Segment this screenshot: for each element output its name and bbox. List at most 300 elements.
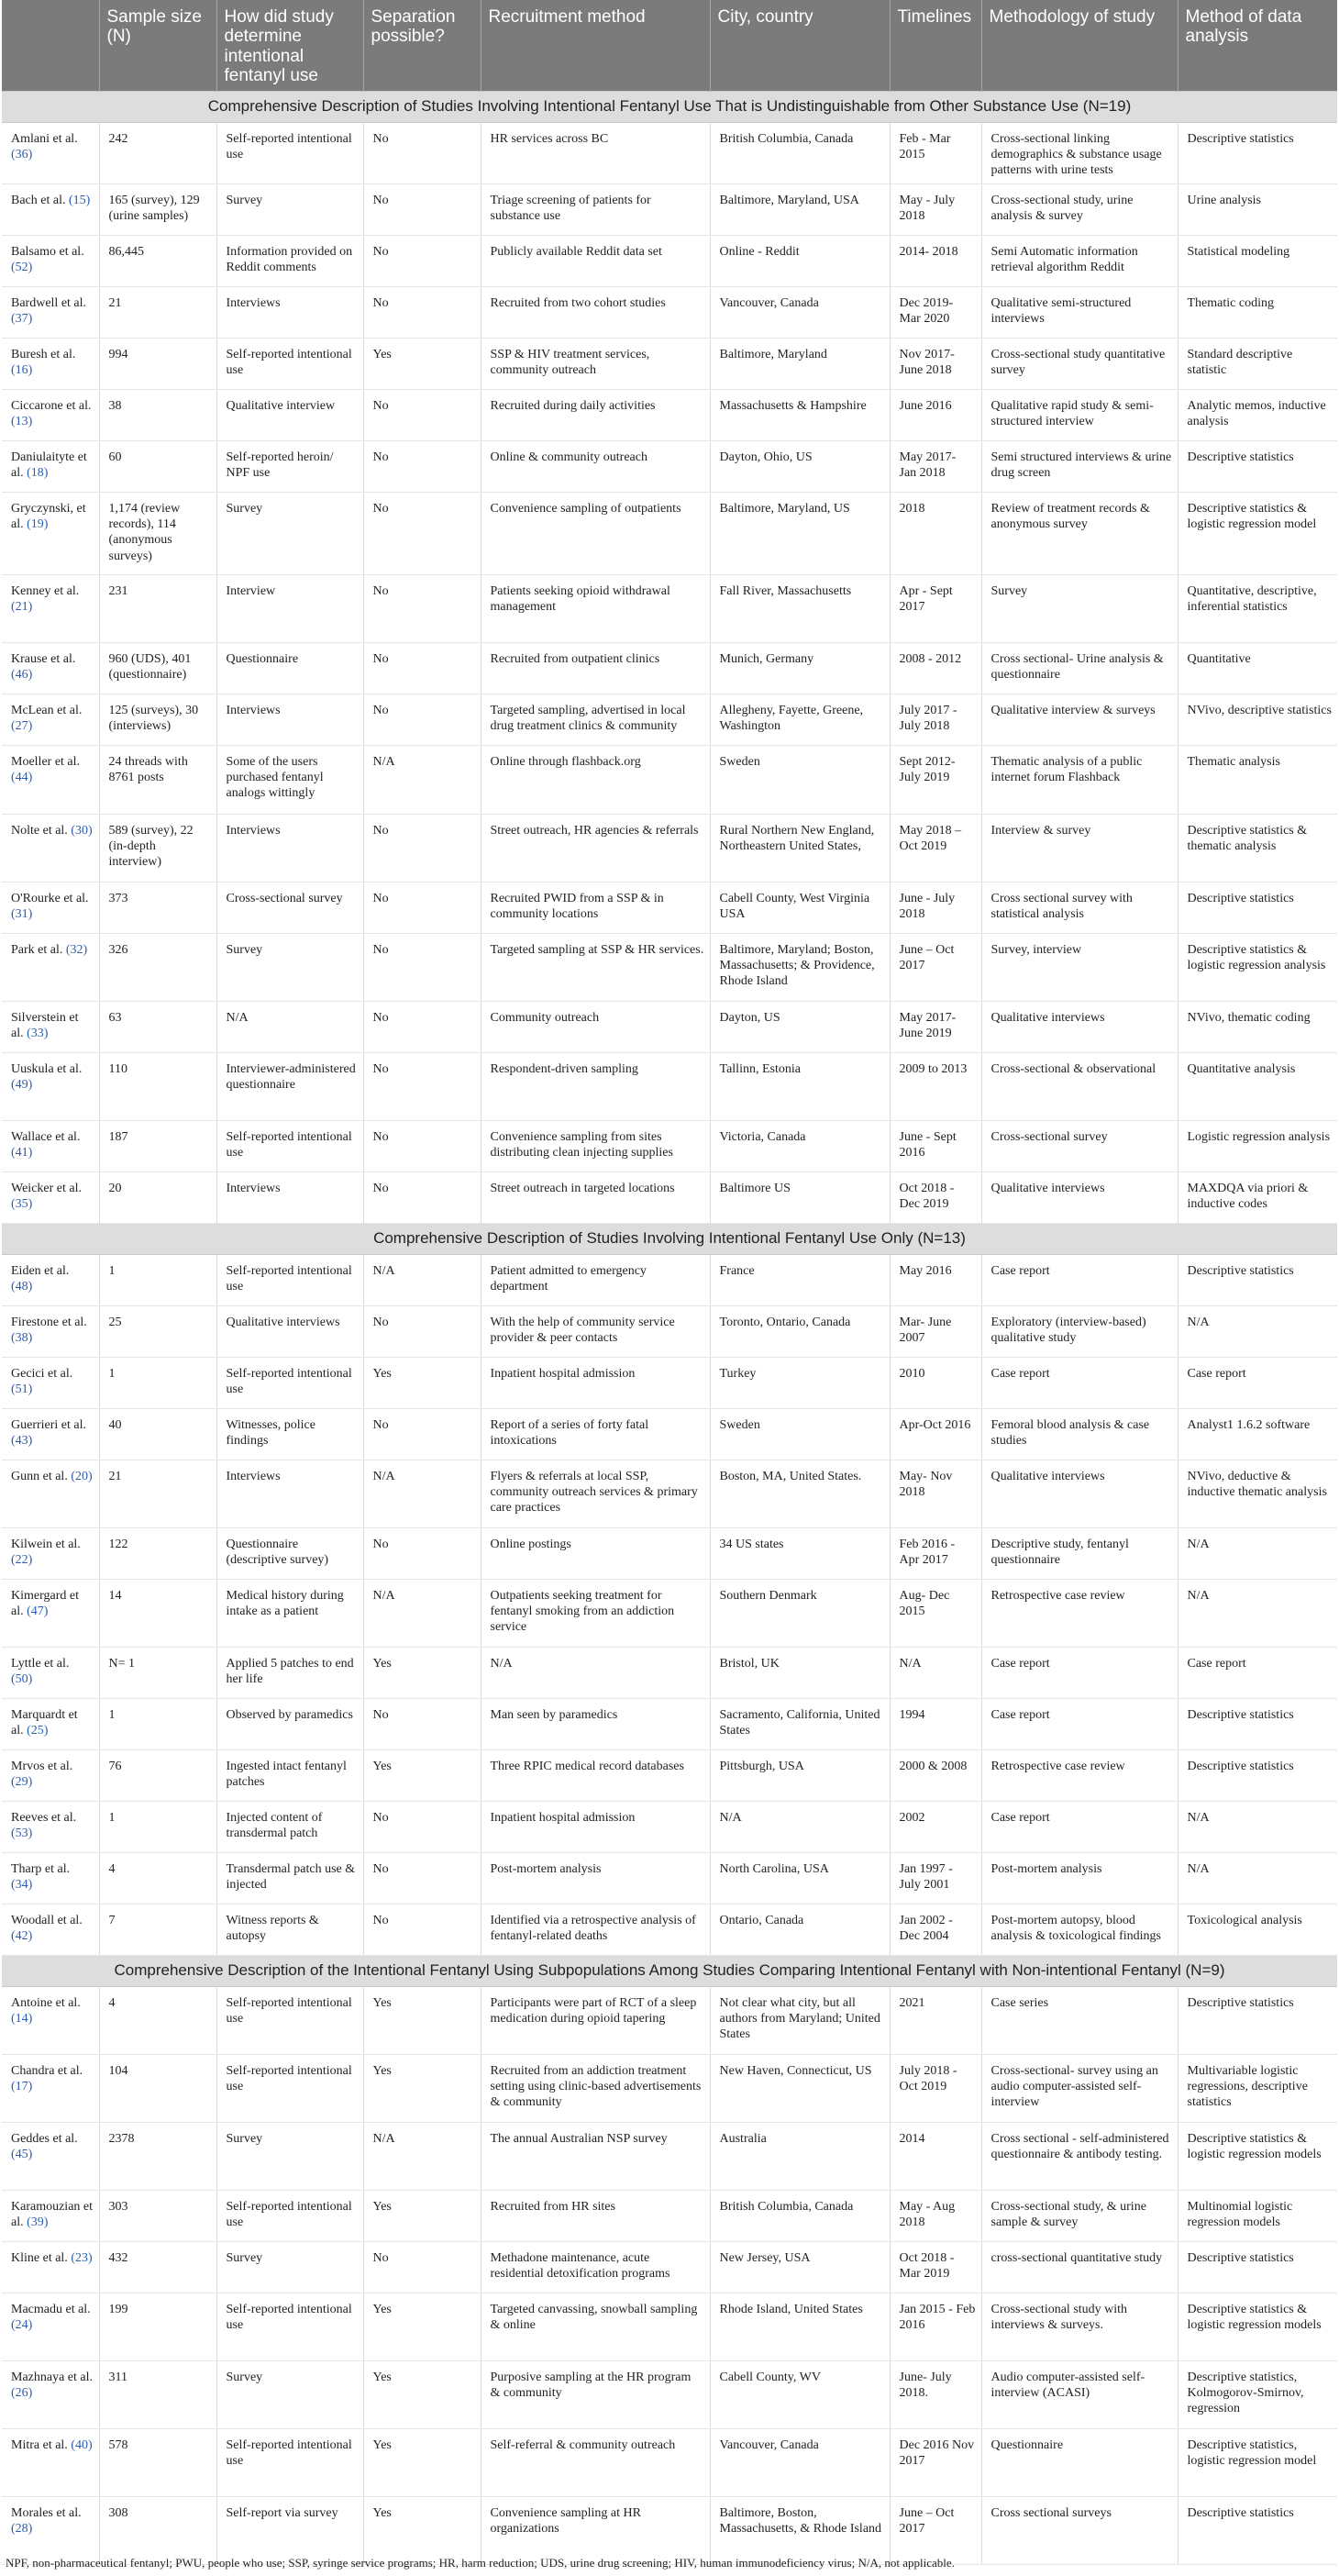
author-cell [2, 815, 99, 883]
author-cell [2, 1699, 99, 1750]
reference-link[interactable]: (51) [11, 1382, 33, 1397]
reference-link[interactable]: (44) [11, 771, 33, 785]
separation-cell: Yes [363, 339, 481, 390]
recruitment-cell: HR services across BC [481, 123, 710, 184]
reference-link[interactable]: (52) [11, 261, 33, 275]
author-cell [2, 1409, 99, 1460]
methodology-cell: Cross-sectional- survey using an audio computer-assisted self-interview [981, 2055, 1178, 2123]
city-country-cell: Baltimore, Maryland, US [710, 493, 890, 575]
separation-cell: Yes [363, 1987, 481, 2055]
recruitment-cell: Street outreach, HR agencies & referrals [481, 815, 710, 883]
how-determined-cell: Self-reported intentional use [216, 2191, 363, 2242]
how-determined-cell: Questionnaire (descriptive survey) [216, 1528, 363, 1580]
separation-cell: No [363, 1053, 481, 1121]
header-author [2, 0, 99, 92]
author-cell [2, 236, 99, 287]
recruitment-cell: Convenience sampling from sites distributing clean injecting supplies [481, 1121, 710, 1172]
data-analysis-cell: Descriptive statistics [1178, 1987, 1337, 2055]
data-analysis-cell: Logistic regression analysis [1178, 1121, 1337, 1172]
author-name: O'Rourke et al. [11, 892, 89, 906]
table-row [2, 1121, 1337, 1172]
data-analysis-cell: Case report [1178, 1648, 1337, 1699]
reference-link[interactable]: (15) [68, 194, 91, 208]
how-determined-cell: Witness reports & autopsy [216, 1904, 363, 1956]
reference-link[interactable]: (34) [11, 1878, 33, 1893]
methodology-cell: Qualitative interview & surveys [981, 694, 1178, 746]
reference-link[interactable]: (23) [71, 2251, 93, 2266]
sample-size-cell: 60 [99, 441, 216, 493]
author-name: Park et al. [11, 943, 63, 958]
data-analysis-cell: Descriptive statistics & logistic regression models [1178, 2293, 1337, 2361]
city-country-cell: Not clear what city, but all authors from Maryland; United States [710, 1987, 890, 2055]
author-cell [2, 1255, 99, 1306]
reference-link[interactable]: (47) [27, 1604, 49, 1619]
table-row [2, 746, 1337, 815]
table-row [2, 2123, 1337, 2191]
author-cell [2, 1648, 99, 1699]
author-name: Nolte et al. [11, 824, 68, 838]
timeline-cell: Apr-Oct 2016 [890, 1409, 981, 1460]
reference-link[interactable]: (22) [11, 1553, 33, 1568]
author-cell [2, 934, 99, 1002]
methodology-cell: Cross-sectional linking demographics & substance usage patterns with urine tests [981, 123, 1178, 184]
header-city-country: City, country [710, 0, 890, 92]
data-analysis-cell: N/A [1178, 1528, 1337, 1580]
separation-cell: Yes [363, 1750, 481, 1802]
sample-size-cell: 303 [99, 2191, 216, 2242]
reference-link[interactable]: (36) [11, 148, 33, 162]
author-name: Gecici et al. [11, 1367, 73, 1382]
recruitment-cell: Convenience sampling at HR organizations [481, 2497, 710, 2565]
author-name: Gryczynski, et al. [11, 502, 86, 532]
separation-cell: N/A [363, 1580, 481, 1648]
how-determined-cell: Interview [216, 575, 363, 643]
recruitment-cell: Inpatient hospital admission [481, 1802, 710, 1853]
table-body [2, 92, 1337, 2565]
table-row [2, 643, 1337, 694]
recruitment-cell: Online postings [481, 1528, 710, 1580]
section-title: Comprehensive Description of the Intentional Fentanyl Using Subpopulations Among Studies Comparing Intentional Fentanyl with Non-intentional Fentanyl (N=9) [2, 1956, 1337, 1987]
author-cell [2, 287, 99, 339]
recruitment-cell: Patients seeking opioid withdrawal management [481, 575, 710, 643]
city-country-cell: Australia [710, 2123, 890, 2191]
how-determined-cell: Medical history during intake as a patient [216, 1580, 363, 1648]
data-analysis-cell: Descriptive statistics [1178, 2497, 1337, 2565]
sample-size-cell: 589 (survey), 22 (in-depth interview) [99, 815, 216, 883]
table-row [2, 694, 1337, 746]
sample-size-cell: 25 [99, 1306, 216, 1358]
author-name: Balsamo et al. [11, 245, 84, 260]
table-row [2, 1002, 1337, 1053]
how-determined-cell: Survey [216, 493, 363, 575]
author-name: Uuskula et al. [11, 1062, 83, 1077]
separation-cell: N/A [363, 2123, 481, 2191]
data-analysis-cell: Descriptive statistics [1178, 883, 1337, 934]
methodology-cell: Case report [981, 1255, 1178, 1306]
separation-cell: Yes [363, 1648, 481, 1699]
timeline-cell: Apr - Sept 2017 [890, 575, 981, 643]
timeline-cell: June - July 2018 [890, 883, 981, 934]
sample-size-cell: 4 [99, 1853, 216, 1904]
city-country-cell: Toronto, Ontario, Canada [710, 1306, 890, 1358]
recruitment-cell: Three RPIC medical record databases [481, 1750, 710, 1802]
methodology-cell: Retrospective case review [981, 1750, 1178, 1802]
methodology-cell: cross-sectional quantitative study [981, 2242, 1178, 2293]
city-country-cell: Cabell County, WV [710, 2361, 890, 2429]
table-row [2, 1306, 1337, 1358]
table-row [2, 236, 1337, 287]
timeline-cell: May - Aug 2018 [890, 2191, 981, 2242]
author-name: Bardwell et al. [11, 296, 87, 311]
city-country-cell: Munich, Germany [710, 643, 890, 694]
author-name: Mrvos et al. [11, 1760, 73, 1774]
reference-link[interactable]: (48) [11, 1280, 33, 1294]
author-name: Geddes et al. [11, 2132, 78, 2147]
recruitment-cell: Targeted sampling at SSP & HR services. [481, 934, 710, 1002]
methodology-cell: Semi Automatic information retrieval algorithm Reddit [981, 236, 1178, 287]
reference-link[interactable]: (14) [11, 2012, 33, 2026]
how-determined-cell: Interviews [216, 815, 363, 883]
city-country-cell: Victoria, Canada [710, 1121, 890, 1172]
reference-link[interactable]: (49) [11, 1078, 33, 1093]
author-cell [2, 2123, 99, 2191]
recruitment-cell: Recruited from an addiction treatment setting using clinic-based advertisements & community [481, 2055, 710, 2123]
separation-cell: Yes [363, 2429, 481, 2497]
separation-cell: No [363, 1904, 481, 1956]
separation-cell: Yes [363, 2361, 481, 2429]
recruitment-cell: Flyers & referrals at local SSP, community outreach services & primary care practices [481, 1460, 710, 1528]
separation-cell: No [363, 493, 481, 575]
how-determined-cell: Self-reported heroin/ NPF use [216, 441, 363, 493]
reference-link[interactable]: (31) [11, 907, 33, 922]
reference-link[interactable]: (38) [11, 1331, 33, 1346]
author-name: Lyttle et al. [11, 1657, 70, 1671]
methodology-cell: Cross sectional survey with statistical analysis [981, 883, 1178, 934]
separation-cell: Yes [363, 2293, 481, 2361]
reference-link[interactable]: (50) [11, 1672, 33, 1687]
city-country-cell: 34 US states [710, 1528, 890, 1580]
author-cell [2, 123, 99, 184]
author-cell [2, 1172, 99, 1224]
data-analysis-cell: Multinomial logistic regression models [1178, 2191, 1337, 2242]
author-name: Reeves et al. [11, 1811, 77, 1826]
author-cell [2, 1306, 99, 1358]
separation-cell: No [363, 2242, 481, 2293]
section-title: Comprehensive Description of Studies Involving Intentional Fentanyl Use Only (N=13) [2, 1224, 1337, 1255]
sample-size-cell: 373 [99, 883, 216, 934]
author-name: Eiden et al. [11, 1264, 70, 1279]
table-row [2, 934, 1337, 1002]
data-analysis-cell: Thematic coding [1178, 287, 1337, 339]
timeline-cell: Jan 1997 - July 2001 [890, 1853, 981, 1904]
author-cell [2, 1002, 99, 1053]
author-cell [2, 441, 99, 493]
city-country-cell: New Haven, Connecticut, US [710, 2055, 890, 2123]
methodology-cell: Case report [981, 1648, 1178, 1699]
header-sample-size: Sample size (N) [99, 0, 216, 92]
author-name: Woodall et al. [11, 1914, 83, 1928]
timeline-cell: 2008 - 2012 [890, 643, 981, 694]
separation-cell: No [363, 694, 481, 746]
sample-size-cell: 7 [99, 1904, 216, 1956]
separation-cell: Yes [363, 2497, 481, 2565]
separation-cell: No [363, 1699, 481, 1750]
sample-size-cell: 104 [99, 2055, 216, 2123]
methodology-cell: Descriptive study, fentanyl questionnaire [981, 1528, 1178, 1580]
how-determined-cell: Injected content of transdermal patch [216, 1802, 363, 1853]
sample-size-cell: 326 [99, 934, 216, 1002]
timeline-cell: May 2017- June 2019 [890, 1002, 981, 1053]
sample-size-cell: 76 [99, 1750, 216, 1802]
author-cell [2, 1460, 99, 1528]
data-analysis-cell: NVivo, descriptive statistics [1178, 694, 1337, 746]
recruitment-cell: Online & community outreach [481, 441, 710, 493]
how-determined-cell: Self-report via survey [216, 2497, 363, 2565]
separation-cell: No [363, 123, 481, 184]
sample-size-cell: 578 [99, 2429, 216, 2497]
how-determined-cell: Survey [216, 2123, 363, 2191]
reference-link[interactable]: (19) [27, 517, 49, 532]
separation-cell: Yes [363, 2191, 481, 2242]
city-country-cell: Dayton, Ohio, US [710, 441, 890, 493]
timeline-cell: 2014- 2018 [890, 236, 981, 287]
reference-link[interactable]: (26) [11, 2386, 33, 2401]
reference-link[interactable]: (46) [11, 668, 33, 683]
reference-link[interactable]: (35) [11, 1197, 33, 1212]
author-cell [2, 184, 99, 236]
reference-link[interactable]: (21) [11, 600, 33, 615]
author-cell [2, 1121, 99, 1172]
city-country-cell: Fall River, Massachusetts [710, 575, 890, 643]
sample-size-cell: 21 [99, 1460, 216, 1528]
reference-link[interactable]: (16) [11, 363, 33, 378]
author-name: Macmadu et al. [11, 2303, 91, 2317]
author-name: Antoine et al. [11, 1996, 81, 2011]
sample-size-cell: 432 [99, 2242, 216, 2293]
methodology-cell: Case series [981, 1987, 1178, 2055]
author-name: Guerrieri et al. [11, 1418, 87, 1433]
recruitment-cell: Methadone maintenance, acute residential detoxification programs [481, 2242, 710, 2293]
separation-cell: No [363, 1853, 481, 1904]
how-determined-cell: Self-reported intentional use [216, 2293, 363, 2361]
data-analysis-cell: Descriptive statistics & logistic regression analysis [1178, 934, 1337, 1002]
recruitment-cell: Report of a series of forty fatal intoxications [481, 1409, 710, 1460]
sample-size-cell: 308 [99, 2497, 216, 2565]
methodology-cell: Qualitative semi-structured interviews [981, 287, 1178, 339]
section-title: Comprehensive Description of Studies Involving Intentional Fentanyl Use That is Undistinguishable from Other Substance Use (N=19) [2, 92, 1337, 123]
table-row [2, 2191, 1337, 2242]
recruitment-cell: Targeted canvassing, snowball sampling & online [481, 2293, 710, 2361]
how-determined-cell: Applied 5 patches to end her life [216, 1648, 363, 1699]
data-analysis-cell: Descriptive statistics [1178, 441, 1337, 493]
reference-link[interactable]: (43) [11, 1434, 33, 1449]
reference-link[interactable]: (53) [11, 1827, 33, 1841]
how-determined-cell: Qualitative interview [216, 390, 363, 441]
city-country-cell: New Jersey, USA [710, 2242, 890, 2293]
reference-link[interactable]: (42) [11, 1929, 33, 1944]
how-determined-cell: Self-reported intentional use [216, 2055, 363, 2123]
table-row [2, 575, 1337, 643]
city-country-cell: Boston, MA, United States. [710, 1460, 890, 1528]
author-name: Firestone et al. [11, 1316, 87, 1330]
studies-table [2, 0, 1337, 2565]
timeline-cell: Dec 2016 Nov 2017 [890, 2429, 981, 2497]
table-row [2, 1802, 1337, 1853]
author-name: Daniulaityte et al. [11, 450, 87, 481]
timeline-cell: 1994 [890, 1699, 981, 1750]
reference-link[interactable]: (29) [11, 1775, 33, 1790]
table-row [2, 1750, 1337, 1802]
data-analysis-cell: Thematic analysis [1178, 746, 1337, 815]
recruitment-cell: Patient admitted to emergency department [481, 1255, 710, 1306]
recruitment-cell: Online through flashback.org [481, 746, 710, 815]
reference-link[interactable]: (39) [27, 2215, 49, 2230]
recruitment-cell: N/A [481, 1648, 710, 1699]
reference-link[interactable]: (45) [11, 2148, 33, 2162]
timeline-cell: N/A [890, 1648, 981, 1699]
data-analysis-cell: NVivo, deductive & inductive thematic analysis [1178, 1460, 1337, 1528]
separation-cell: No [363, 1802, 481, 1853]
sample-size-cell: 40 [99, 1409, 216, 1460]
sample-size-cell: 231 [99, 575, 216, 643]
table-row [2, 815, 1337, 883]
how-determined-cell: Observed by paramedics [216, 1699, 363, 1750]
sample-size-cell: N= 1 [99, 1648, 216, 1699]
author-name: Moeller et al. [11, 755, 81, 770]
data-analysis-cell: Descriptive statistics [1178, 1750, 1337, 1802]
author-name: Morales et al. [11, 2506, 82, 2521]
data-analysis-cell: Descriptive statistics [1178, 1255, 1337, 1306]
author-name: Mazhnaya et al. [11, 2371, 94, 2385]
how-determined-cell: Survey [216, 934, 363, 1002]
city-country-cell: Baltimore, Maryland, USA [710, 184, 890, 236]
timeline-cell: 2018 [890, 493, 981, 575]
city-country-cell: Vancouver, Canada [710, 2429, 890, 2497]
author-name: Tharp et al. [11, 1862, 71, 1877]
sample-size-cell: 199 [99, 2293, 216, 2361]
reference-link[interactable]: (32) [65, 943, 88, 958]
section-header-row [2, 1224, 1337, 1255]
timeline-cell: Mar- June 2007 [890, 1306, 981, 1358]
how-determined-cell: Witnesses, police findings [216, 1409, 363, 1460]
methodology-cell: Thematic analysis of a public internet forum Flashback [981, 746, 1178, 815]
how-determined-cell: Self-reported intentional use [216, 1121, 363, 1172]
reference-link[interactable]: (27) [11, 719, 33, 734]
author-name: Gunn et al. [11, 1470, 68, 1484]
author-name: Buresh et al. [11, 348, 76, 362]
recruitment-cell: Post-mortem analysis [481, 1853, 710, 1904]
data-analysis-cell: Toxicological analysis [1178, 1904, 1337, 1956]
reference-link[interactable]: (33) [27, 1027, 49, 1041]
reference-link[interactable]: (40) [71, 2438, 93, 2453]
how-determined-cell: Interviews [216, 1460, 363, 1528]
author-cell [2, 1358, 99, 1409]
author-cell [2, 643, 99, 694]
reference-link[interactable]: (18) [27, 466, 49, 481]
city-country-cell: Sweden [710, 746, 890, 815]
table-row [2, 1528, 1337, 1580]
methodology-cell: Qualitative rapid study & semi-structured interview [981, 390, 1178, 441]
separation-cell: No [363, 1306, 481, 1358]
author-cell [2, 746, 99, 815]
table-row [2, 1358, 1337, 1409]
author-cell [2, 390, 99, 441]
city-country-cell: Baltimore, Boston, Massachusetts, & Rhode Island [710, 2497, 890, 2565]
author-name: McLean et al. [11, 704, 83, 718]
author-name: Karamouzian et al. [11, 2200, 94, 2230]
reference-link[interactable]: (30) [71, 824, 93, 838]
data-analysis-cell: N/A [1178, 1580, 1337, 1648]
table-row [2, 441, 1337, 493]
timeline-cell: June – Oct 2017 [890, 934, 981, 1002]
header-how-determined: How did study determine intentional fentanyl use [216, 0, 363, 92]
separation-cell: N/A [363, 746, 481, 815]
methodology-cell: Questionnaire [981, 2429, 1178, 2497]
timeline-cell: Dec 2019- Mar 2020 [890, 287, 981, 339]
data-analysis-cell: Descriptive statistics, Kolmogorov-Smirnov, regression [1178, 2361, 1337, 2429]
methodology-cell: Cross sectional - self-administered questionnaire & antibody testing. [981, 2123, 1178, 2191]
data-analysis-cell: Descriptive statistics [1178, 1699, 1337, 1750]
author-name: Krause et al. [11, 652, 76, 667]
reference-link[interactable]: (24) [11, 2318, 33, 2333]
data-analysis-cell: Quantitative analysis [1178, 1053, 1337, 1121]
timeline-cell: 2021 [890, 1987, 981, 2055]
table-row [2, 2055, 1337, 2123]
separation-cell: No [363, 236, 481, 287]
sample-size-cell: 125 (surveys), 30 (interviews) [99, 694, 216, 746]
reference-link[interactable]: (25) [27, 1724, 49, 1738]
separation-cell: N/A [363, 1460, 481, 1528]
reference-link[interactable]: (28) [11, 2522, 33, 2537]
city-country-cell: Rural Northern New England, Northeastern United States, [710, 815, 890, 883]
methodology-cell: Audio computer-assisted self-interview (ACASI) [981, 2361, 1178, 2429]
reference-link[interactable]: (41) [11, 1146, 33, 1160]
reference-link[interactable]: (13) [11, 415, 33, 429]
sample-size-cell: 24 threads with 8761 posts [99, 746, 216, 815]
author-name: Kilwein et al. [11, 1538, 81, 1552]
separation-cell: Yes [363, 1358, 481, 1409]
separation-cell: No [363, 1172, 481, 1224]
methodology-cell: Post-mortem autopsy, blood analysis & toxicological findings [981, 1904, 1178, 1956]
author-cell [2, 575, 99, 643]
recruitment-cell: SSP & HIV treatment services, community outreach [481, 339, 710, 390]
how-determined-cell: Transdermal patch use & injected [216, 1853, 363, 1904]
sample-size-cell: 1,174 (review records), 114 (anonymous surveys) [99, 493, 216, 575]
table-row [2, 1409, 1337, 1460]
timeline-cell: Jan 2015 - Feb 2016 [890, 2293, 981, 2361]
timeline-cell: Oct 2018 - Dec 2019 [890, 1172, 981, 1224]
sample-size-cell: 187 [99, 1121, 216, 1172]
author-cell [2, 1528, 99, 1580]
sample-size-cell: 165 (survey), 129 (urine samples) [99, 184, 216, 236]
sample-size-cell: 122 [99, 1528, 216, 1580]
data-analysis-cell: Case report [1178, 1358, 1337, 1409]
how-determined-cell: Survey [216, 2361, 363, 2429]
how-determined-cell: Interviewer-administered questionnaire [216, 1053, 363, 1121]
reference-link[interactable]: (17) [11, 2080, 33, 2094]
separation-cell: No [363, 1121, 481, 1172]
recruitment-cell: Recruited from outpatient clinics [481, 643, 710, 694]
table-row [2, 2497, 1337, 2565]
sample-size-cell: 242 [99, 123, 216, 184]
reference-link[interactable]: (20) [71, 1470, 93, 1484]
data-analysis-cell: N/A [1178, 1802, 1337, 1853]
table-row [2, 1904, 1337, 1956]
reference-link[interactable]: (37) [11, 312, 33, 327]
sample-size-cell: 1 [99, 1358, 216, 1409]
city-country-cell: Cabell County, West Virginia USA [710, 883, 890, 934]
city-country-cell: Online - Reddit [710, 236, 890, 287]
